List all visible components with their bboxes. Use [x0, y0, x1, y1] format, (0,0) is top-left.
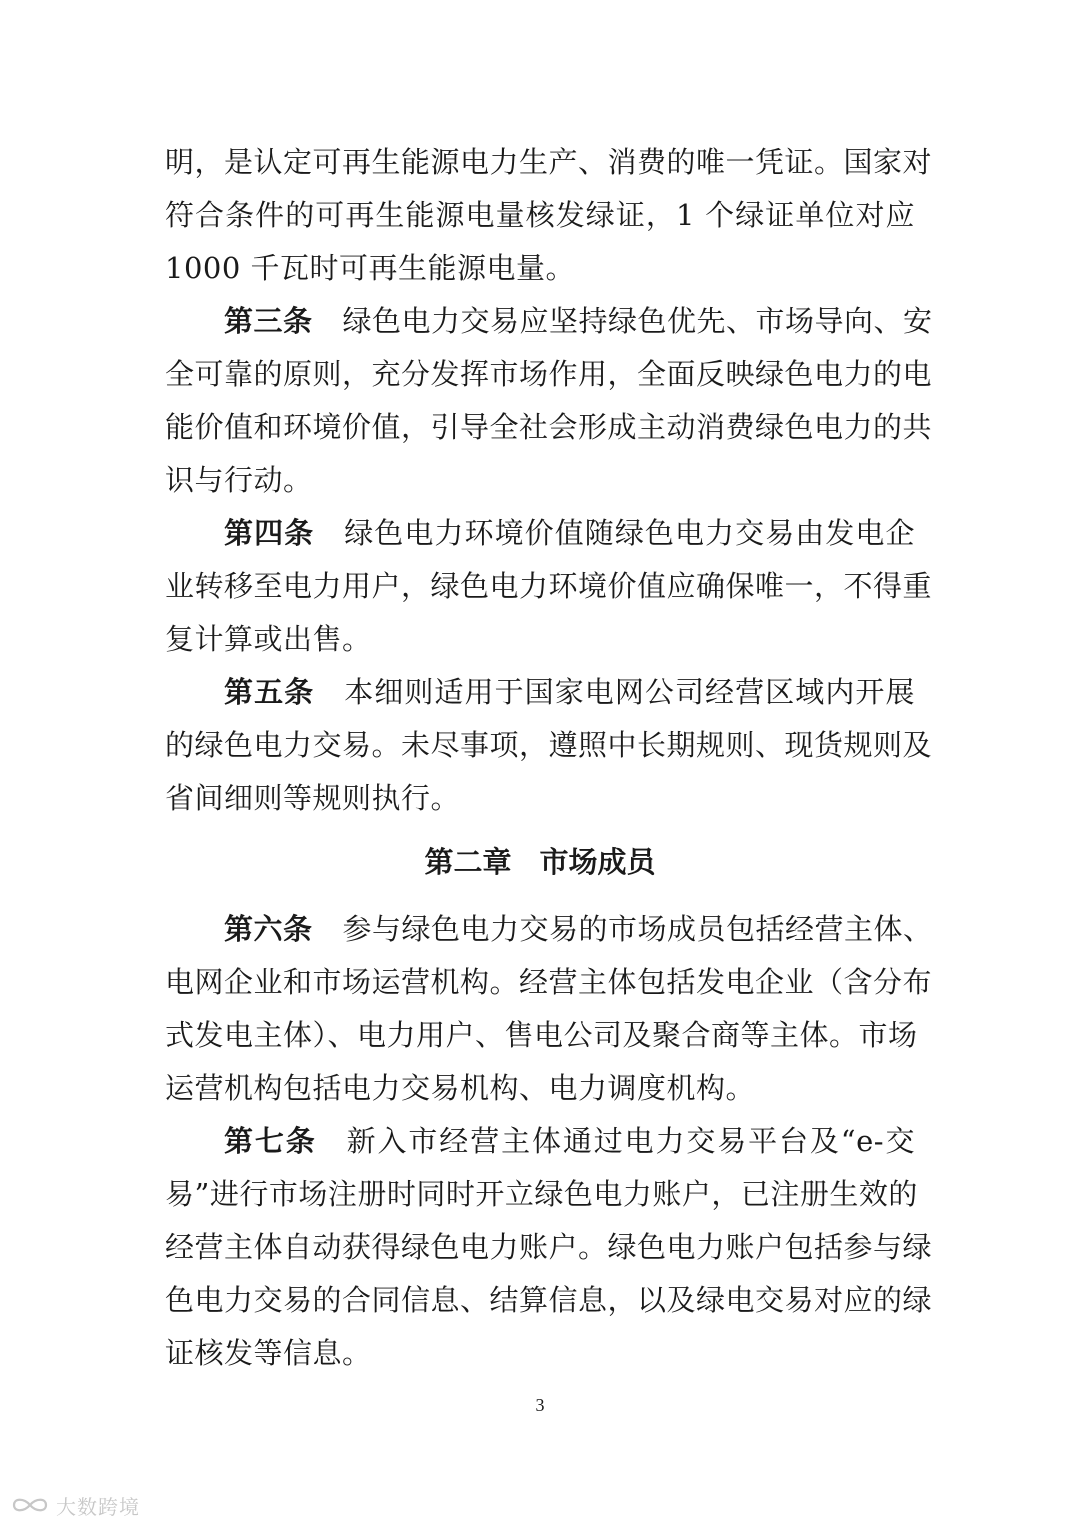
- infinity-logo-icon: [10, 1493, 50, 1517]
- paragraph-line: 易”进行市场注册时同时开立绿色电力账户，已注册生效的: [165, 1177, 918, 1211]
- paragraph-line: 的绿色电力交易。未尽事项，遵照中长期规则、现货规则及: [165, 728, 933, 762]
- paragraph-line: 业转移至电力用户，绿色电力环境价值应确保唯一，不得重: [165, 569, 933, 603]
- paragraph-line: 电网企业和市场运营机构。经营主体包括发电企业（含分布: [165, 965, 933, 999]
- article-text: 参与绿色电力交易的市场成员包括经营主体、: [342, 912, 933, 946]
- chapter-heading: [0, 836, 1080, 888]
- paragraph-line: 全可靠的原则，充分发挥市场作用，全面反映绿色电力的电: [165, 357, 933, 391]
- paragraph-line: 经营主体自动获得绿色电力账户。绿色电力账户包括参与绿: [165, 1230, 933, 1264]
- page-number: 3: [535, 1395, 545, 1415]
- article-7-first-line: [224, 1115, 915, 1167]
- article-label: 第六条: [224, 912, 313, 946]
- article-text: 绿色电力环境价值随绿色电力交易由发电企: [344, 516, 915, 550]
- article-5-first-line: [224, 666, 915, 718]
- article-6-first-line: [224, 903, 933, 955]
- watermark: [10, 1490, 140, 1520]
- paragraph-line: 式发电主体）、电力用户、售电公司及聚合商等主体。市场: [165, 1018, 918, 1052]
- paragraph-line: 运营机构包括电力交易机构、电力调度机构。: [165, 1071, 756, 1105]
- article-text: 本细则适用于国家电网公司经营区域内开展: [344, 675, 915, 709]
- paragraph-line: 符合条件的可再生能源电量核发绿证，1 个绿证单位对应: [165, 198, 915, 232]
- paragraph-line: 省间细则等规则执行。: [165, 781, 461, 815]
- article-label: 第五条: [224, 675, 315, 709]
- article-label: 第七条: [224, 1124, 317, 1158]
- paragraph-line: 能价值和环境价值，引导全社会形成主动消费绿色电力的共: [165, 410, 933, 444]
- watermark-text: 大数跨境: [56, 1494, 140, 1519]
- paragraph-line: 证核发等信息。: [165, 1336, 372, 1370]
- paragraph-line: 1000 千瓦时可再生能源电量。: [165, 251, 576, 285]
- article-3-first-line: [224, 295, 933, 347]
- paragraph-line: 复计算或出售。: [165, 622, 372, 656]
- article-text: 新入市经营主体通过电力交易平台及“e-交: [346, 1124, 915, 1158]
- paragraph-line: 识与行动。: [165, 463, 313, 497]
- paragraph-line: 色电力交易的合同信息、结算信息，以及绿电交易对应的绿: [165, 1283, 933, 1317]
- chapter-title: 市场成员: [539, 845, 656, 879]
- article-label: 第三条: [224, 304, 313, 338]
- article-text: 绿色电力交易应坚持绿色优先、市场导向、安: [342, 304, 933, 338]
- chapter-number: 第二章: [424, 845, 512, 879]
- article-label: 第四条: [224, 516, 315, 550]
- article-4-first-line: [224, 507, 915, 559]
- paragraph-line: 明，是认定可再生能源电力生产、消费的唯一凭证。国家对: [165, 145, 933, 179]
